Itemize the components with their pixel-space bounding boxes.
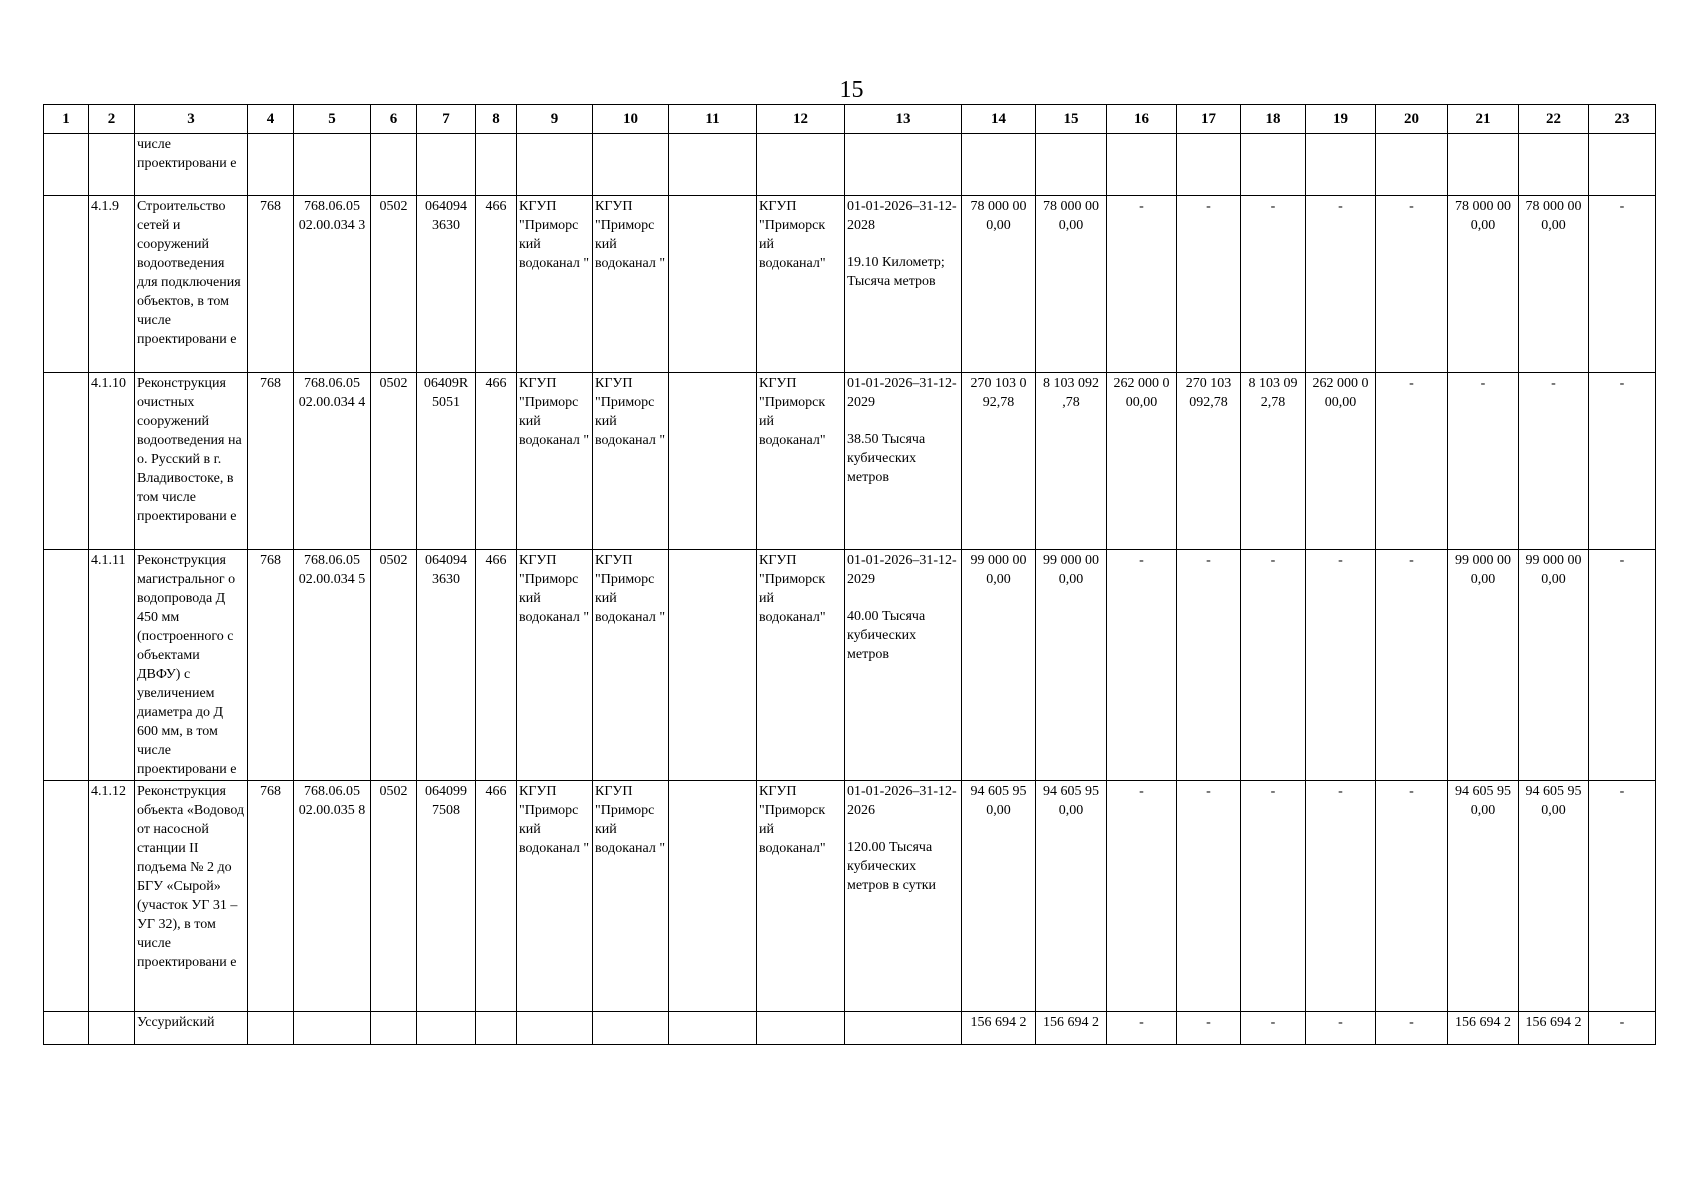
cell-col-12	[757, 1012, 845, 1045]
cell-col-15: 94 605 95 0,00	[1036, 781, 1107, 1012]
cell-col-2: 4.1.9	[89, 196, 135, 373]
table-row	[44, 134, 1656, 196]
cell-col-6: 0502	[371, 781, 417, 1012]
cell-col-17: -	[1177, 196, 1241, 373]
header-cell: 21	[1448, 105, 1519, 134]
cell-col-7: 064094 3630	[417, 196, 476, 373]
cell-col-21: 78 000 00 0,00	[1448, 196, 1519, 373]
cell-col-13	[845, 550, 962, 781]
header-cell: 16	[1107, 105, 1177, 134]
cell-col-19	[1306, 134, 1376, 196]
cell-col-16: -	[1107, 196, 1177, 373]
cell-col-13	[845, 134, 962, 196]
header-cell: 19	[1306, 105, 1376, 134]
cell-col-22: -	[1519, 373, 1589, 550]
header-cell: 17	[1177, 105, 1241, 134]
cell-col-11	[669, 134, 757, 196]
cell-col-21	[1448, 134, 1519, 196]
cell-col-20: -	[1376, 373, 1448, 550]
table-row	[44, 550, 1656, 781]
cell-col-10	[593, 1012, 669, 1045]
cell-col-18: -	[1241, 1012, 1306, 1045]
cell-col-21: 99 000 00 0,00	[1448, 550, 1519, 781]
period-text: 01-01-2026–31-12-2029	[847, 376, 957, 410]
cell-col-13	[845, 781, 962, 1012]
cell-col-1	[44, 196, 89, 373]
cell-col-23: -	[1589, 550, 1656, 781]
cell-col-13	[845, 1012, 962, 1045]
cell-col-7: 064099 7508	[417, 781, 476, 1012]
cell-col-14: 270 103 0 92,78	[962, 373, 1036, 550]
cell-col-7: 064094 3630	[417, 550, 476, 781]
cell-col-11	[669, 373, 757, 550]
cell-col-20	[1376, 134, 1448, 196]
capacity-text: 120.00 Тысяча кубических метров в сутки	[847, 840, 937, 893]
header-row	[44, 105, 1656, 134]
cell-col-2	[89, 1012, 135, 1045]
cell-col-10: КГУП "Приморс кий водоканал "	[593, 550, 669, 781]
cell-col-6: 0502	[371, 373, 417, 550]
cell-col-14: 156 694 2	[962, 1012, 1036, 1045]
header-cell: 6	[371, 105, 417, 134]
cell-col-9	[517, 1012, 593, 1045]
cell-col-23	[1589, 134, 1656, 196]
cell-col-1	[44, 1012, 89, 1045]
cell-col-18: -	[1241, 550, 1306, 781]
cell-col-3: Реконструкция объекта «Водовод от насосной станции II подъема № 2 до БГУ «Сырой» (участок УГ 31 – УГ 32), в том числе проектировани е	[135, 781, 248, 1012]
cell-col-12: КГУП "Приморск ий водоканал"	[757, 550, 845, 781]
subtotal-row	[44, 1012, 1656, 1045]
cell-col-4: 768	[248, 373, 294, 550]
cell-col-20: -	[1376, 1012, 1448, 1045]
cell-col-22: 94 605 95 0,00	[1519, 781, 1589, 1012]
cell-col-16: 262 000 0 00,00	[1107, 373, 1177, 550]
header-cell: 1	[44, 105, 89, 134]
cell-col-7	[417, 1012, 476, 1045]
period-text: 01-01-2026–31-12-2028	[847, 199, 957, 233]
cell-col-23: -	[1589, 781, 1656, 1012]
cell-col-17: -	[1177, 550, 1241, 781]
cell-col-15	[1036, 134, 1107, 196]
cell-col-5	[294, 134, 371, 196]
cell-col-20: -	[1376, 781, 1448, 1012]
cell-col-3: Строительство сетей и сооружений водоотведения для подключения объектов, в том числе проектировани е	[135, 196, 248, 373]
cell-col-13	[845, 373, 962, 550]
cell-col-21: -	[1448, 373, 1519, 550]
cell-col-23: -	[1589, 1012, 1656, 1045]
cell-col-5: 768.06.05 02.00.034 3	[294, 196, 371, 373]
cell-col-8	[476, 1012, 517, 1045]
cell-col-15: 99 000 00 0,00	[1036, 550, 1107, 781]
cell-col-11	[669, 1012, 757, 1045]
cell-col-3: Уссурийский	[135, 1012, 248, 1045]
cell-col-13	[845, 196, 962, 373]
header-cell: 10	[593, 105, 669, 134]
cell-col-10: КГУП "Приморс кий водоканал "	[593, 781, 669, 1012]
cell-col-8: 466	[476, 196, 517, 373]
header-cell: 12	[757, 105, 845, 134]
cell-col-7	[417, 134, 476, 196]
header-cell: 13	[845, 105, 962, 134]
cell-col-22: 156 694 2	[1519, 1012, 1589, 1045]
cell-col-19: -	[1306, 196, 1376, 373]
cell-col-21: 156 694 2	[1448, 1012, 1519, 1045]
cell-col-22: 99 000 00 0,00	[1519, 550, 1589, 781]
table-body	[44, 105, 1656, 1045]
cell-col-18: 8 103 09 2,78	[1241, 373, 1306, 550]
cell-col-9	[517, 134, 593, 196]
cell-col-14: 78 000 00 0,00	[962, 196, 1036, 373]
cell-col-1	[44, 134, 89, 196]
cell-col-18: -	[1241, 196, 1306, 373]
header-cell: 20	[1376, 105, 1448, 134]
cell-col-5: 768.06.05 02.00.035 8	[294, 781, 371, 1012]
cell-col-8: 466	[476, 373, 517, 550]
header-cell: 3	[135, 105, 248, 134]
page-number: 15	[839, 77, 864, 103]
cell-col-2: 4.1.11	[89, 550, 135, 781]
cell-col-20: -	[1376, 196, 1448, 373]
cell-col-9: КГУП "Приморс кий водоканал "	[517, 781, 593, 1012]
header-cell: 18	[1241, 105, 1306, 134]
cell-col-17: -	[1177, 1012, 1241, 1045]
period-text: 01-01-2026–31-12-2029	[847, 553, 957, 587]
cell-col-15: 78 000 00 0,00	[1036, 196, 1107, 373]
cell-col-19: -	[1306, 550, 1376, 781]
capacity-text: 38.50 Тысяча кубических метров	[847, 432, 926, 485]
cell-col-16: -	[1107, 550, 1177, 781]
cell-col-16: -	[1107, 1012, 1177, 1045]
cell-col-19: -	[1306, 781, 1376, 1012]
cell-col-10: КГУП "Приморс кий водоканал "	[593, 196, 669, 373]
cell-col-14: 99 000 00 0,00	[962, 550, 1036, 781]
cell-col-8	[476, 134, 517, 196]
cell-col-3: Реконструкция очистных сооружений водоотведения на о. Русский в г. Владивостоке, в том числе проектировани е	[135, 373, 248, 550]
table-row	[44, 373, 1656, 550]
cell-col-11	[669, 550, 757, 781]
cell-col-4: 768	[248, 196, 294, 373]
cell-col-22	[1519, 134, 1589, 196]
cell-col-15: 156 694 2	[1036, 1012, 1107, 1045]
cell-col-18	[1241, 134, 1306, 196]
cell-col-1	[44, 550, 89, 781]
cell-col-2: 4.1.12	[89, 781, 135, 1012]
cell-col-12: КГУП "Приморск ий водоканал"	[757, 373, 845, 550]
cell-col-6: 0502	[371, 550, 417, 781]
cell-col-5: 768.06.05 02.00.034 4	[294, 373, 371, 550]
cell-col-11	[669, 196, 757, 373]
cell-col-3: Реконструкция магистральног о водопровода Д 450 мм (построенного с объектами ДВФУ) с увеличением диаметра до Д 600 мм, в том числе проектировани е	[135, 550, 248, 781]
cell-col-1	[44, 373, 89, 550]
cell-col-14	[962, 134, 1036, 196]
header-cell: 4	[248, 105, 294, 134]
cell-col-10	[593, 134, 669, 196]
cell-col-22: 78 000 00 0,00	[1519, 196, 1589, 373]
header-cell: 11	[669, 105, 757, 134]
cell-col-4: 768	[248, 550, 294, 781]
cell-col-19: 262 000 0 00,00	[1306, 373, 1376, 550]
cell-col-12: КГУП "Приморск ий водоканал"	[757, 781, 845, 1012]
header-cell: 14	[962, 105, 1036, 134]
cell-col-2	[89, 134, 135, 196]
header-cell: 5	[294, 105, 371, 134]
cell-col-16: -	[1107, 781, 1177, 1012]
cell-col-16	[1107, 134, 1177, 196]
cell-col-18: -	[1241, 781, 1306, 1012]
cell-col-10: КГУП "Приморс кий водоканал "	[593, 373, 669, 550]
cell-col-4: 768	[248, 781, 294, 1012]
cell-col-23: -	[1589, 373, 1656, 550]
cell-col-20: -	[1376, 550, 1448, 781]
cell-col-6	[371, 134, 417, 196]
cell-col-5	[294, 1012, 371, 1045]
cell-col-6	[371, 1012, 417, 1045]
cell-col-9: КГУП "Приморс кий водоканал "	[517, 373, 593, 550]
cell-col-15: 8 103 092 ,78	[1036, 373, 1107, 550]
cell-col-8: 466	[476, 550, 517, 781]
cell-col-3: числе проектировани е	[135, 134, 248, 196]
capacity-text: 40.00 Тысяча кубических метров	[847, 609, 926, 662]
capacity-text: 19.10 Километр; Тысяча метров	[847, 255, 945, 289]
cell-col-11	[669, 781, 757, 1012]
cell-col-23: -	[1589, 196, 1656, 373]
cell-col-12: КГУП "Приморск ий водоканал"	[757, 196, 845, 373]
cell-col-17	[1177, 134, 1241, 196]
header-cell: 15	[1036, 105, 1107, 134]
header-cell: 23	[1589, 105, 1656, 134]
period-text: 01-01-2026–31-12-2026	[847, 784, 957, 818]
cell-col-17: -	[1177, 781, 1241, 1012]
cell-col-17: 270 103 092,78	[1177, 373, 1241, 550]
header-cell: 8	[476, 105, 517, 134]
table-row	[44, 196, 1656, 373]
cell-col-14: 94 605 95 0,00	[962, 781, 1036, 1012]
cell-col-9: КГУП "Приморс кий водоканал "	[517, 550, 593, 781]
table-row	[44, 781, 1656, 1012]
cell-col-21: 94 605 95 0,00	[1448, 781, 1519, 1012]
cell-col-4	[248, 134, 294, 196]
cell-col-6: 0502	[371, 196, 417, 373]
budget-table	[43, 104, 1656, 1045]
header-cell: 22	[1519, 105, 1589, 134]
cell-col-1	[44, 781, 89, 1012]
header-cell: 9	[517, 105, 593, 134]
cell-col-19: -	[1306, 1012, 1376, 1045]
cell-col-5: 768.06.05 02.00.034 5	[294, 550, 371, 781]
cell-col-2: 4.1.10	[89, 373, 135, 550]
cell-col-9: КГУП "Приморс кий водоканал "	[517, 196, 593, 373]
header-cell: 2	[89, 105, 135, 134]
cell-col-7: 06409R 5051	[417, 373, 476, 550]
header-cell: 7	[417, 105, 476, 134]
cell-col-4	[248, 1012, 294, 1045]
cell-col-12	[757, 134, 845, 196]
cell-col-8: 466	[476, 781, 517, 1012]
